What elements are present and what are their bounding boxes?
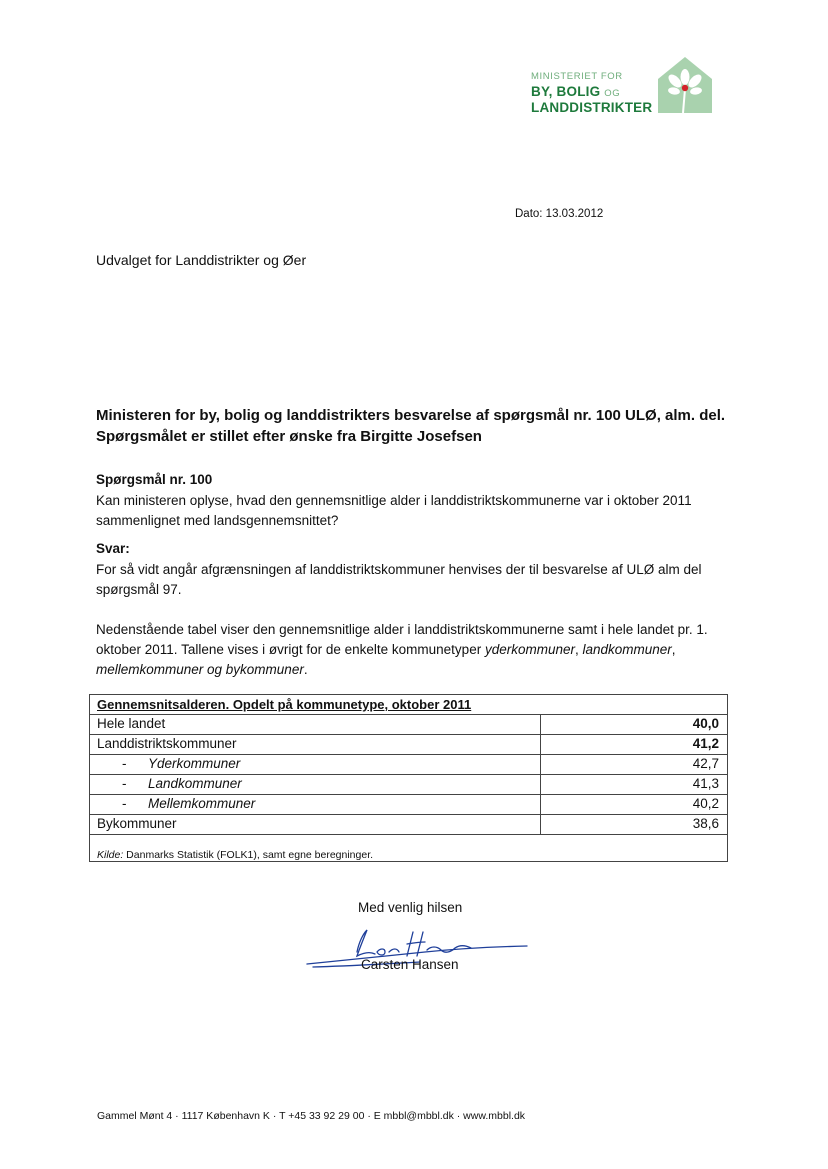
signer-name: Carsten Hansen [361, 957, 459, 972]
row-label: Yderkommuner [148, 756, 241, 771]
table-divider [90, 834, 727, 835]
row-value: 42,7 [692, 756, 719, 771]
table-row [90, 754, 727, 774]
closing-greeting: Med venlig hilsen [358, 900, 463, 915]
ministry-logo-text [531, 71, 655, 115]
table-row [90, 794, 727, 814]
row-label: Mellemkommuner [148, 796, 256, 811]
row-label: Hele landet [97, 716, 166, 731]
table-source [97, 849, 373, 861]
row-label: Bykommuner [97, 816, 177, 831]
row-label: Landdistriktskommuner [97, 736, 237, 751]
logo-line-1: MINISTERIET FOR [531, 71, 623, 82]
logo-line-2-main: BY, BOLIG [531, 84, 601, 99]
answer-text: For så vidt angår afgrænsningen af landdistriktskommuner henvises der til besvarelse af ULØ alm del spørgsmål 97. [96, 562, 702, 597]
table-row [90, 774, 727, 794]
table-title: Gennemsnitsalderen. Opdelt på kommunetype, oktober 2011 [97, 697, 472, 712]
source-text: Danmarks Statistik (FOLK1), samt egne beregninger. [123, 849, 374, 861]
recipient: Udvalget for Landdistrikter og Øer [96, 252, 307, 268]
paragraph-italic-mellem-by: mellemkommuner og bykommuner [96, 662, 304, 677]
document-date: Dato: 13.03.2012 [515, 208, 604, 220]
row-label: Landkommuner [148, 776, 242, 791]
table-row [90, 814, 727, 834]
paragraph-italic-landkommuner: landkommuner [582, 642, 672, 657]
footer-address: Gammel Mønt 4 · 1117 København K · T +45 33 92 29 00 · E mbbl@mbbl.dk · www.mbbl.dk [97, 1110, 526, 1122]
logo-line-2-og: OG [604, 88, 621, 99]
paragraph-text: Nedenstående tabel viser den gennemsnitlige alder i landdistriktskommunerne samt i hele landet pr. 1. oktober 2011. Tallene vises i øvrigt for de enkelte kommunetyper [96, 622, 708, 657]
row-value: 40,2 [692, 796, 719, 811]
row-value: 40,0 [692, 716, 719, 731]
row-dash: - [122, 776, 127, 791]
question-text: Kan ministeren oplyse, hvad den gennemsnitlige alder i landdistriktskommunerne var i oktober 2011 sammenlignet med landsgennemsnittet? [96, 493, 692, 528]
paragraph-end: . [303, 662, 308, 677]
table-row [90, 734, 727, 754]
row-value: 41,2 [692, 736, 719, 751]
logo-line-3: LANDDISTRIKTER [531, 100, 653, 115]
row-value: 38,6 [692, 816, 719, 831]
paragraph-italic-yderkommuner: yderkommuner [484, 642, 575, 657]
paragraph-sep-1: , [574, 642, 583, 657]
table-intro-paragraph [96, 620, 736, 680]
answer-label: Svar: [96, 541, 130, 556]
document-heading: Ministeren for by, bolig og landdistrikters besvarelse af spørgsmål nr. 100 ULØ, alm. del. Spørgsmålet er stillet efter ønske fra Birgitte Josefsen [96, 407, 726, 445]
source-label: Kilde: [97, 849, 124, 861]
house-flower-logo-icon [656, 55, 714, 115]
logo-line-2 [531, 84, 655, 99]
row-value: 41,3 [692, 776, 719, 791]
paragraph-sep-2: , [671, 642, 676, 657]
table-row [90, 714, 727, 734]
row-dash: - [122, 796, 127, 811]
row-dash: - [122, 756, 127, 771]
question-label: Spørgsmål nr. 100 [96, 472, 213, 487]
age-table [89, 694, 728, 862]
